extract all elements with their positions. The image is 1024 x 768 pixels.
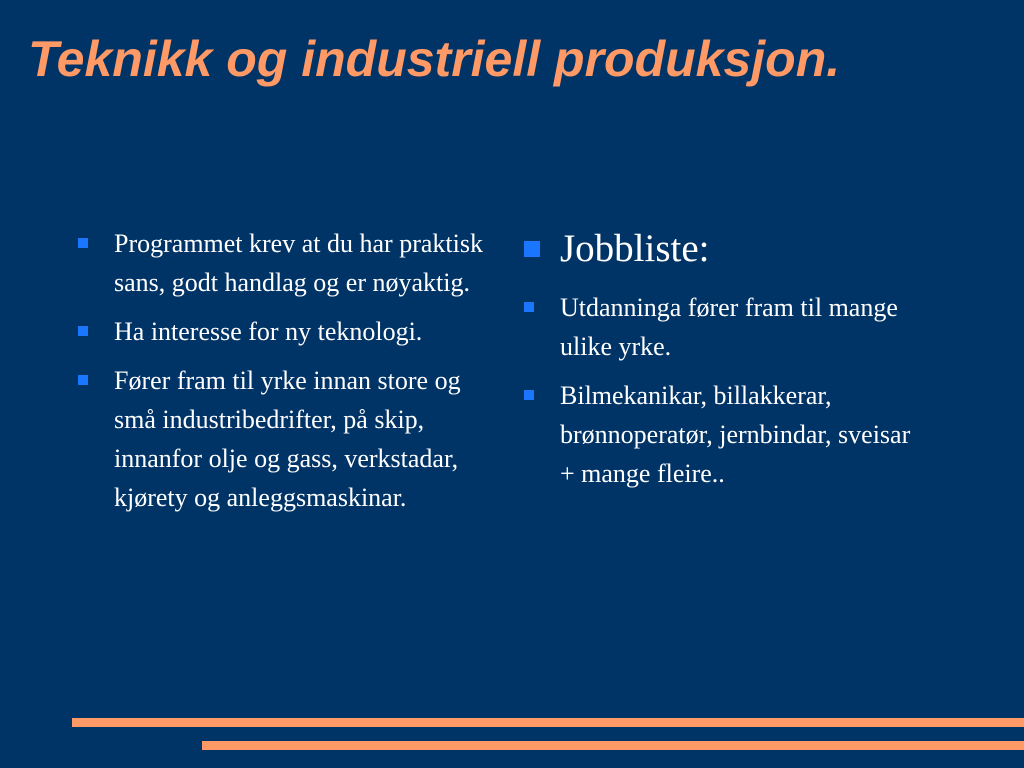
list-item-text: Utdanninga fører fram til mange ulike yrke. xyxy=(560,293,898,361)
list-item xyxy=(78,312,498,351)
square-bullet-icon xyxy=(524,390,534,400)
list-heading-item xyxy=(524,224,924,274)
list-heading-text: Jobbliste: xyxy=(560,227,710,270)
list-item-text: Bilmekanikar, billakkerar, brønnoperatør, jernbindar, sveisar + mange fleire.. xyxy=(560,381,911,488)
list-item-text: Fører fram til yrke innan store og små industribedrifter, på skip, innanfor olje og gass, verkstadar, kjørety og anleggsmaskinar. xyxy=(114,366,461,512)
list-item xyxy=(78,224,498,302)
list-item-text: Programmet krev at du har praktisk sans, godt handlag og er nøyaktig. xyxy=(114,229,483,297)
list-item xyxy=(524,376,924,493)
right-bullet-list xyxy=(524,224,924,503)
square-bullet-icon xyxy=(524,302,534,312)
accent-bar-bottom xyxy=(202,741,1024,750)
list-item xyxy=(524,288,924,366)
left-bullet-list xyxy=(78,224,498,527)
list-item-text: Ha interesse for ny teknologi. xyxy=(114,317,423,346)
square-bullet-icon xyxy=(78,238,88,248)
list-item xyxy=(78,361,498,517)
square-bullet-icon xyxy=(78,375,88,385)
slide-title: Teknikk og industriell produksjon. xyxy=(28,31,841,87)
square-bullet-icon xyxy=(78,326,88,336)
square-bullet-icon xyxy=(524,241,540,257)
accent-bar-top xyxy=(72,718,1024,727)
